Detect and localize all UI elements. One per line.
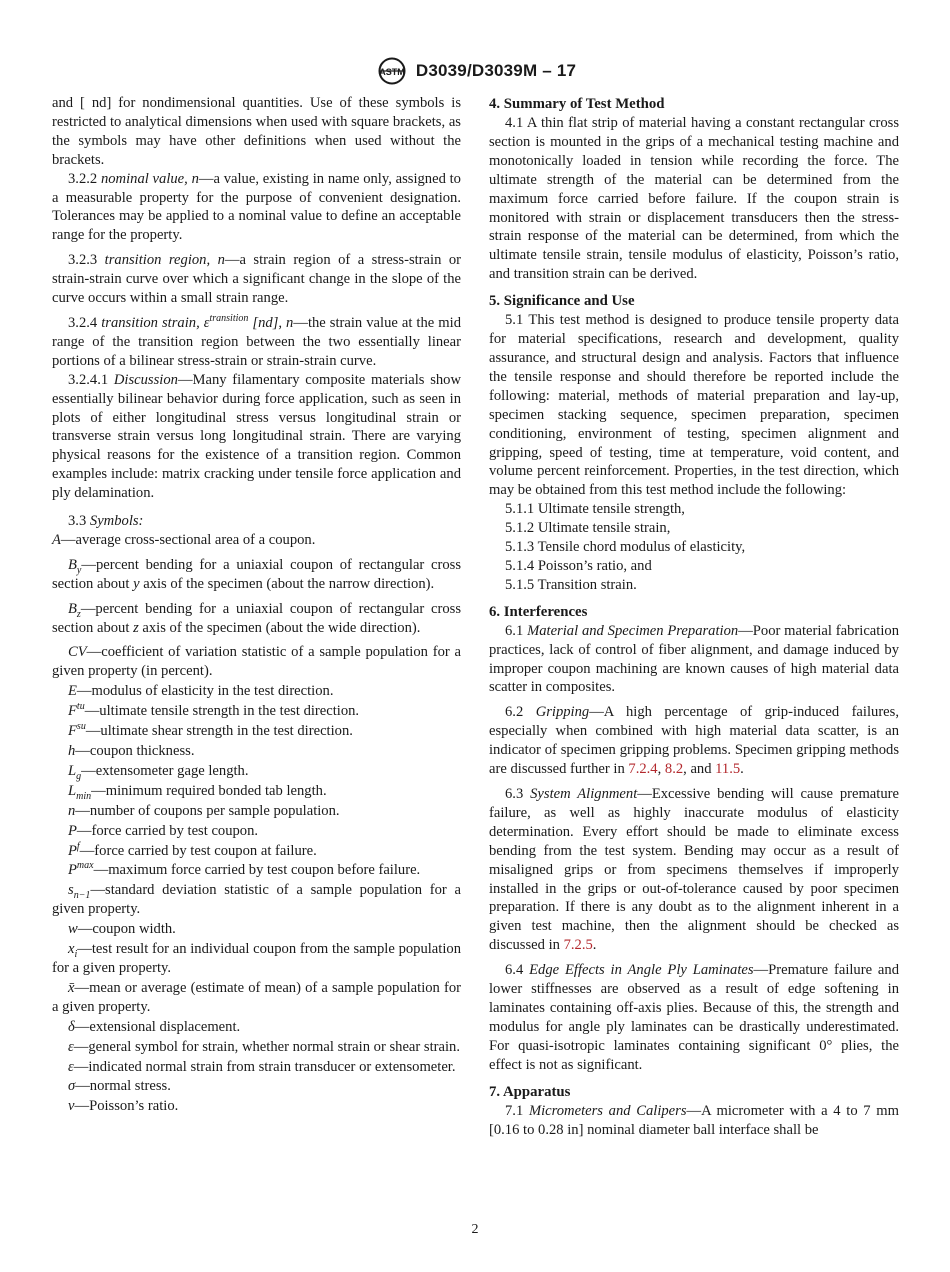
list-item: 5.1.3 Tensile chord modulus of elasticity, bbox=[505, 539, 746, 556]
logo-text: ASTM bbox=[379, 67, 405, 77]
list-item: 5.1.2 Ultimate tensile strain, bbox=[505, 520, 671, 537]
link-7-2-5[interactable]: 7.2.5 bbox=[563, 937, 593, 954]
symbol-n: n—number of coupons per sample population. bbox=[68, 802, 340, 819]
paragraph-continued: and [ nd] for nondimensional quantities. Use of these symbols is restricted to analytical dimensions when used with square brackets, as the symbols may have other definitions when used without the brackets. bbox=[52, 95, 461, 168]
section-6-1: 6.1 Material and Specimen Preparation—Poor material fabrication practices, lack of control of fiber alignment, and damage induced by improper coupon machining are known causes of high material data scatter in composites. bbox=[489, 622, 899, 696]
symbol-Ftu: $F^{tu}—ultimate$ tensile strength in the test direction. bbox=[68, 701, 360, 720]
right-column bbox=[489, 94, 899, 1139]
page-header bbox=[0, 56, 950, 86]
symbol-xi: $x_i—test$ result for an individual coupon from the sample population for a given property. bbox=[52, 941, 461, 976]
symbol-Bz: $B_z—percent$ bending for a uniaxial coupon of rectangular cross section about z axis of the specimen (about the wide direction). bbox=[52, 600, 461, 636]
heading-section-6: 6. Interferences bbox=[489, 603, 588, 620]
symbol-A: A—average cross-sectional area of a coupon. bbox=[52, 531, 316, 548]
list-item: 5.1.5 Transition strain. bbox=[505, 576, 637, 593]
symbol-P: P—force carried by test coupon. bbox=[68, 822, 259, 839]
section-3-2-4-1: 3.2.4.1 Discussion—Many filamentary composite materials show essentially bilinear behavior during force application, such as seen in plots of either longitudinal stress versus longitudinal strain or transverse strain versus long longitudinal strain. There are varying physical reasons for the existence of a transition region. Common examples include: matrix cracking under tensile force application and ply delamination. bbox=[52, 371, 462, 502]
section-4-1: 4.1 A thin flat strip of material having a constant rectangular cross section is mounted in the grips of a mechanical testing machine and monotonically loaded in tension while recording the force. The ultimate strength of the material can be determined from the maximum force carried before failure. If the coupon strain is monitored with strain or displacement transducers then the stress-strain response of the material can be determined, from which the ultimate tensile strain, tensile modulus of elasticity, Poisson’s ratio, and transition strain can be derived. bbox=[489, 115, 900, 283]
symbol-epsilon: ε—general symbol for strain, whether normal strain or shear strain. bbox=[68, 1038, 460, 1055]
symbol-nu: ν—Poisson’s ratio. bbox=[68, 1098, 179, 1115]
section-3-3: 3.3 Symbols: bbox=[68, 513, 144, 530]
section-6-2: 6.2 Gripping—A high percentage of grip-induced failures, especially when combined with high material data scatter, is an indicator of specimen gripping problems. Specimen gripping methods are discussed further in 7.2.4, 8.2, and 11.5. bbox=[489, 704, 899, 778]
list-item: 5.1.4 Poisson’s ratio, and bbox=[505, 557, 652, 574]
symbol-Lg: $L_g—extensometer$ gage length. bbox=[68, 762, 249, 782]
heading-section-7: 7. Apparatus bbox=[489, 1083, 571, 1100]
symbol-s: $s_{n-1}—standard$ deviation statistic of a sample population for a given property. bbox=[52, 882, 461, 918]
list-item: 5.1.1 Ultimate tensile strength, bbox=[505, 501, 685, 518]
astm-logo-icon bbox=[374, 56, 410, 86]
page-number: 2 bbox=[471, 1222, 479, 1237]
section-3-2-3: 3.2.3 transition region, n—a strain region of a stress-strain or strain-strain curve over which a significant change in the slope of the curve occurs within a small strain range. bbox=[52, 252, 461, 307]
link-8-2[interactable]: 8.2 bbox=[664, 761, 684, 778]
section-6-3: 6.3 System Alignment—Excessive bending will cause premature failure, as well as highly inaccurate modulus of elasticity determination. Every effort should be made to eliminate excess bending from the test system. Bending may occur as a result of misaligned grips or from specimens themselves if improperly installed in the grips or out-of-tolerance caused by poor specimen preparation. If there is any doubt as to the alignment inherent in a given test machine, then the alignment should be checked as discussed in 7.2.5. bbox=[489, 786, 899, 954]
symbol-epsilon-indicated: ε—indicated normal strain from strain transducer or extensometer. bbox=[68, 1058, 456, 1075]
link-11-5[interactable]: 11.5 bbox=[715, 761, 741, 778]
symbol-xbar: x̄—mean or average (estimate of mean) of a sample population for a given property. bbox=[52, 979, 461, 1015]
link-7-2-4[interactable]: 7.2.4 bbox=[628, 761, 658, 778]
symbol-CV: CV—coefficient of variation statistic of a sample population for a given property (in percent). bbox=[52, 644, 461, 680]
section-3-2-4: 3.2.4 transition strain, $\varepsilon^{transition}$ [nd], n—the strain value at the mid range of the transition region between the two essentially linear portions of a bilinear stress-strain or strain-strain curve. bbox=[52, 313, 461, 369]
section-7-1: 7.1 Micrometers and Calipers—A micrometer with a 4 to 7 mm [0.16 to 0.28 in] nominal diameter ball interface shall be bbox=[489, 1102, 899, 1138]
symbol-sigma: σ—normal stress. bbox=[68, 1078, 171, 1095]
symbol-Pmax: $P^{max}—maximum$ force carried by test coupon before failure. bbox=[68, 860, 421, 879]
section-3-2-2: 3.2.2 nominal value, n—a value, existing in name only, assigned to a measurable property for the purpose of convenient designation. Tolerances may be applied to a nominal value to define an acceptable range for the property. bbox=[52, 170, 461, 244]
symbol-Lmin: $L_{min}—minimum$ required bonded tab length. bbox=[68, 782, 327, 802]
symbol-h: h—coupon thickness. bbox=[68, 743, 195, 759]
standard-designation: D3039/D3039M – 17 bbox=[415, 61, 577, 80]
symbol-By: $B_y—percent$ bending for a uniaxial coupon of rectangular cross section about y axis of the specimen (about the narrow direction). bbox=[52, 556, 461, 592]
heading-section-5: 5. Significance and Use bbox=[489, 293, 635, 310]
symbol-Fsu: $F^{su}—ultimate$ shear strength in the test direction. bbox=[68, 721, 353, 740]
symbol-Pf: $P^f—force$ carried by test coupon at failure. bbox=[68, 840, 317, 859]
section-6-4: 6.4 Edge Effects in Angle Ply Laminates—Premature failure and lower stiffnesses are observed as a result of edge softening in laminates containing off-axis plies. Because of this, the strength and modulus for angle ply laminates can be drastically underestimated. For quasi-isotropic laminates containing significant 0° plies, the effect is not as significant. bbox=[489, 962, 899, 1073]
symbol-w: w—coupon width. bbox=[68, 921, 176, 938]
left-column bbox=[52, 94, 461, 1116]
heading-section-4: 4. Summary of Test Method bbox=[489, 96, 665, 112]
section-5-1: 5.1 This test method is designed to produce tensile property data for material specifications, research and development, quality assurance, and structural design and analysis. Factors that influence the tensile response and should therefore be reported include the following: material, methods of material preparation and lay-up, specimen stacking sequence, specimen preparation, specimen conditioning, environment of testing, specimen alignment and gripping, speed of testing, time at temperature, void content, and volume percent reinforcement. Properties, in the test direction, which may be obtained from this test method include the following: bbox=[489, 312, 899, 499]
symbol-delta: δ—extensional displacement. bbox=[68, 1018, 241, 1035]
symbol-E: E—modulus of elasticity in the test direction. bbox=[68, 683, 334, 700]
property-list bbox=[489, 500, 899, 595]
